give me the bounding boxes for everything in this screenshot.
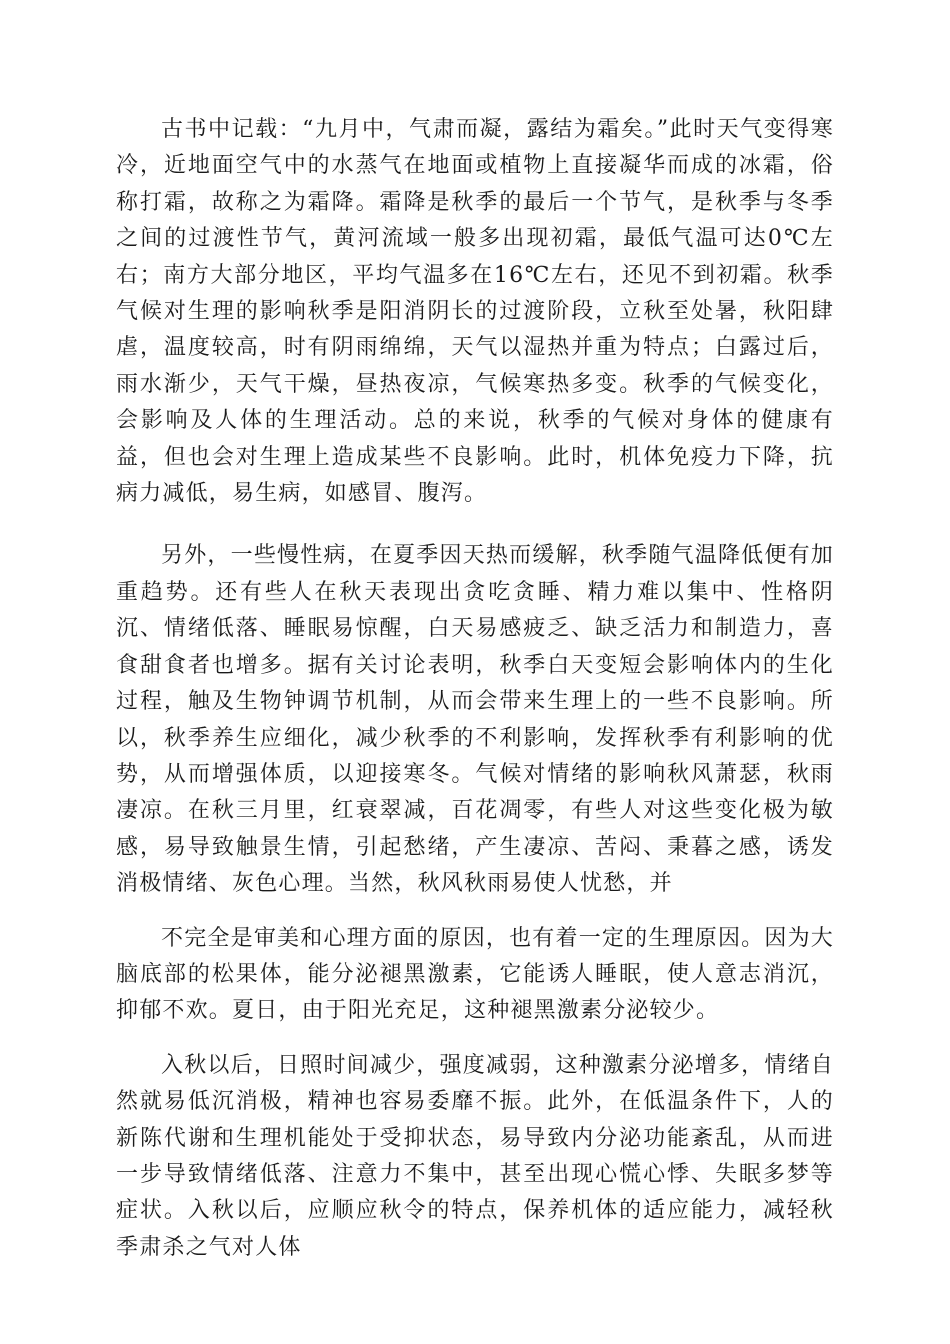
document-body <box>116 112 834 1284</box>
paragraph-melatonin: 不完全是审美和心理方面的原因，也有着一定的生理原因。因为大脑底部的松果体，能分泌褪黑激素，它能诱人睡眠，使人意志消沉，抑郁不欢。夏日，由于阳光充足，这种褪黑激素分泌较少。 <box>116 925 834 1024</box>
paragraph-chronic-illness: 另外，一些慢性病，在夏季因天热而缓解，秋季随气温降低便有加重趋势。还有些人在秋天表现出贪吃贪睡、精力难以集中、性格阴沉、情绪低落、睡眠易惊醒，白天易感疲乏、缺乏活力和制造力，喜食甜食者也增多。据有关讨论表明，秋季白天变短会影响体内的生化过程，触及生物钟调节机制，从而会带来生理上的一些不良影响。所以，秋季养生应细化，减少秋季的不利影响，发挥秋季有利影响的优势，从而增强体质，以迎接寒冬。气候对情绪的影响秋风萧瑟，秋雨凄凉。在秋三月里，红衰翠减，百花凋零，有些人对这些变化极为敏感，易导致触景生情，引起愁绪，产生凄凉、苦闷、秉暮之感，诱发消极情绪、灰色心理。当然，秋风秋雨易使人忧愁，并 <box>116 543 834 897</box>
paragraph-frost-descent: 古书中记载：“九月中，气肃而凝，露结为霜矣。”此时天气变得寒冷，近地面空气中的水蒸气在地面或植物上直接凝华而成的冰霜，俗称打霜，故称之为霜降。霜降是秋季的最后一个节气，是秋季与冬季之间的过渡性节气，黄河流域一般多出现初霜，最低气温可达0℃左右；南方大部分地区，平均气温多在16℃左右，还见不到初霜。秋季气候对生理的影响秋季是阳消阴长的过渡阶段，立秋至处暑，秋阳肆虐，温度较高，时有阴雨绵绵，天气以湿热并重为特点；白露过后，雨水渐少，天气干燥，昼热夜凉，气候寒热多变。秋季的气候变化，会影响及人体的生理活动。总的来说，秋季的气候对身体的健康有益，但也会对生理上造成某些不良影响。此时，机体免疫力下降，抗病力减低，易生病，如感冒、腹泻。 <box>116 117 834 507</box>
paragraph-after-autumn: 入秋以后，日照时间减少，强度减弱，这种激素分泌增多，情绪自然就易低沉消极，精神也容易委靡不振。此外，在低温条件下，人的新陈代谢和生理机能处于受抑状态，易导致内分泌功能紊乱，从而进一步导致情绪低落、注意力不集中，甚至出现心慌心悸、失眠多梦等症状。入秋以后，应顺应秋令的特点，保养机体的适应能力，减轻秋季肃杀之气对人体 <box>116 1052 834 1260</box>
